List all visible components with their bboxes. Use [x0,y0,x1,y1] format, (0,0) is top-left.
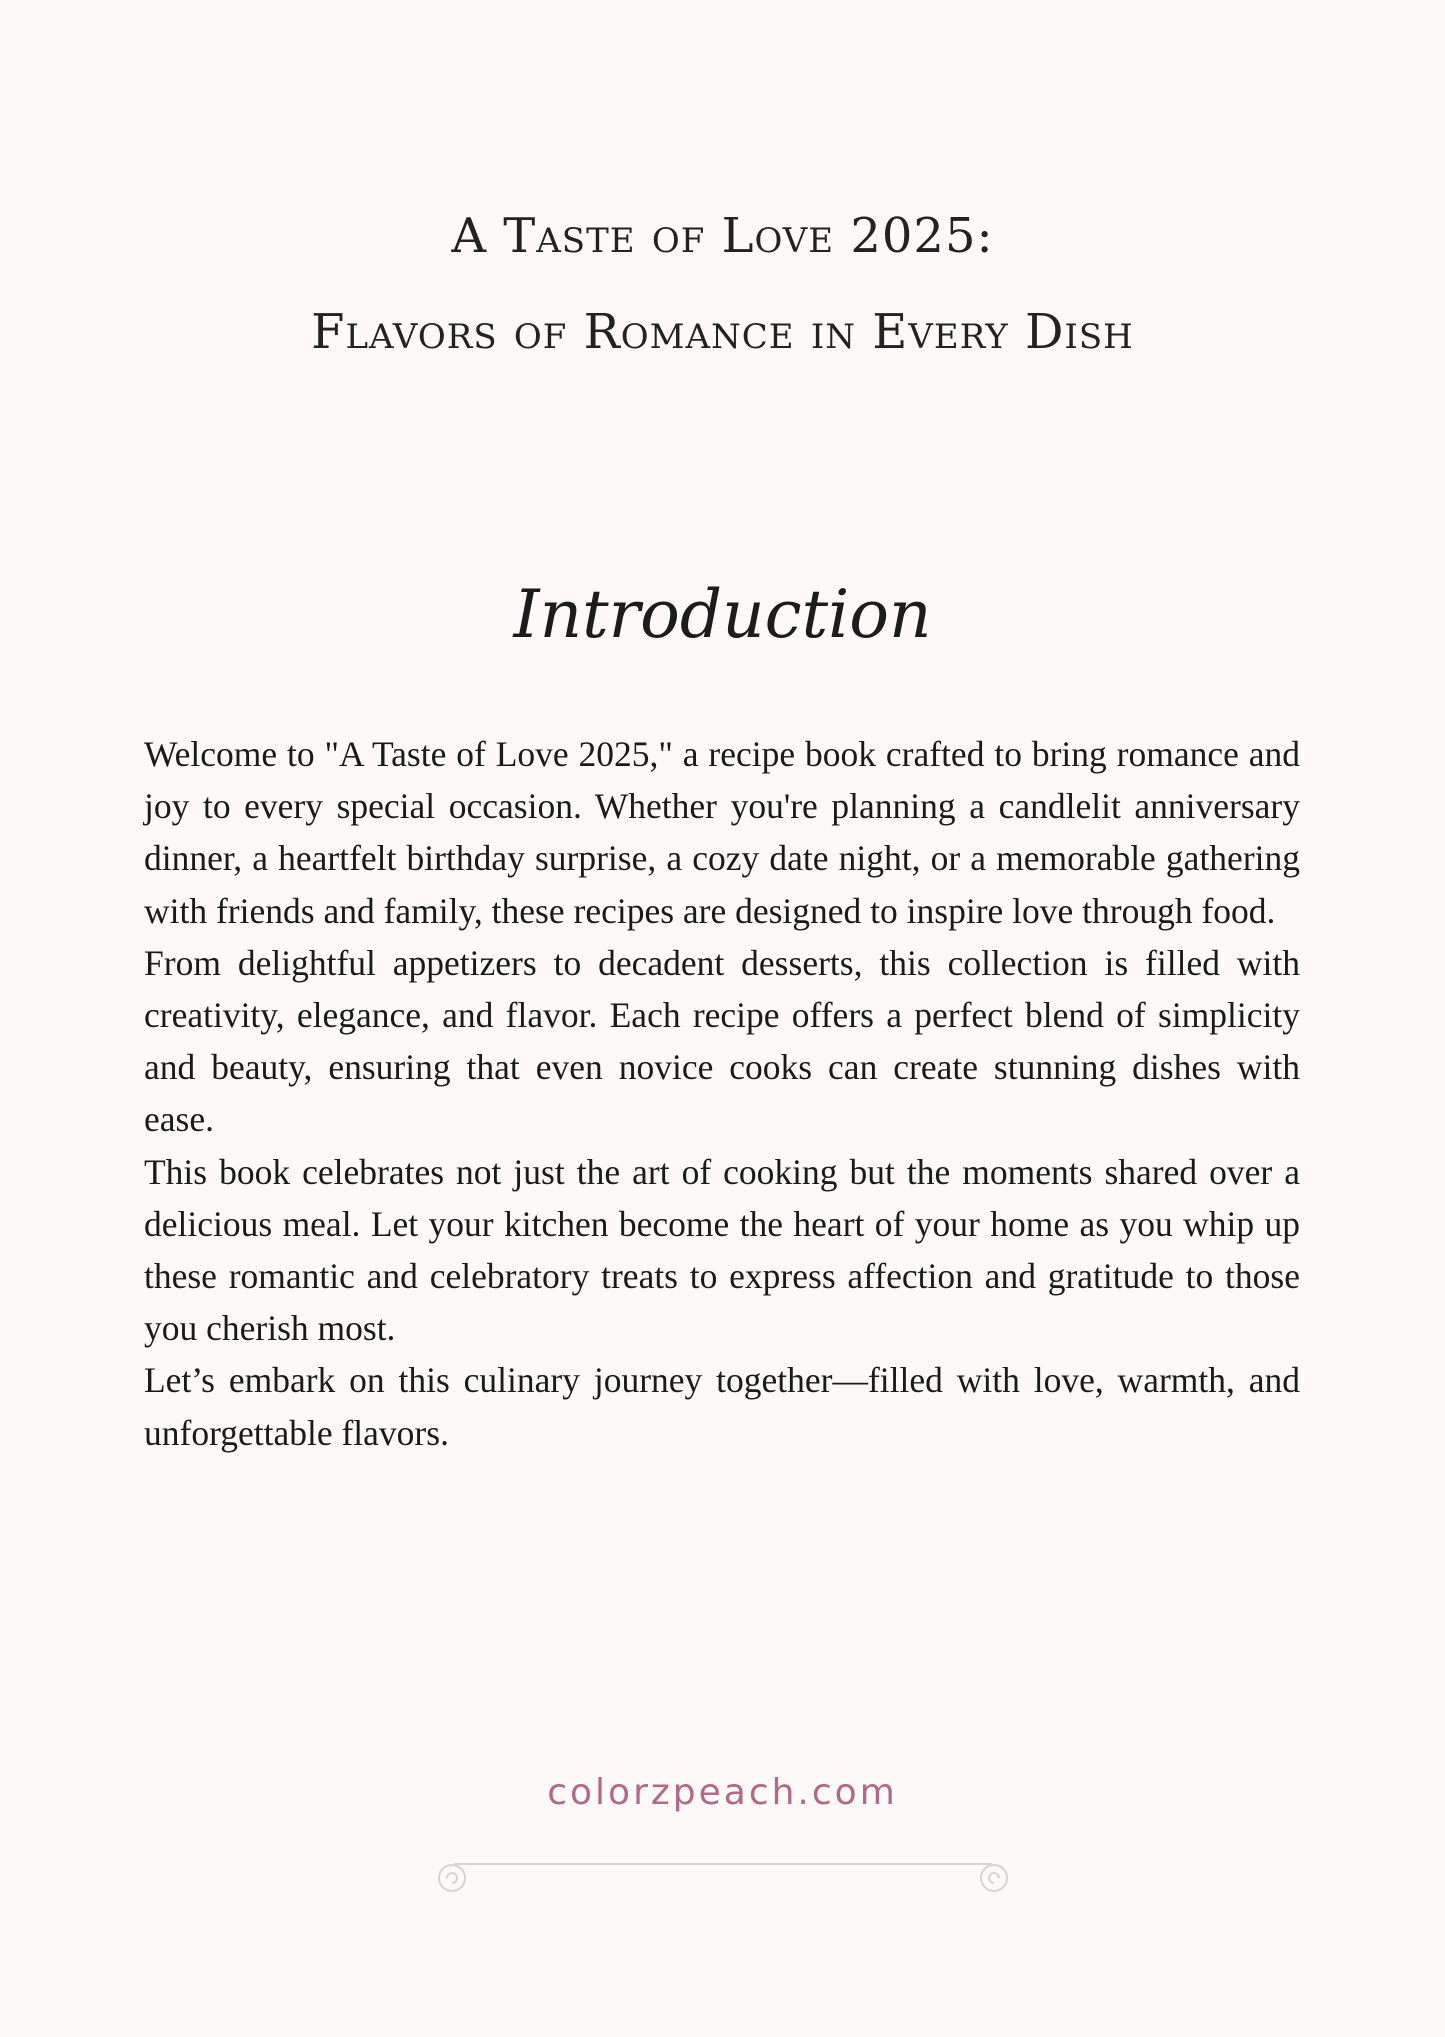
introduction-heading: Introduction [513,576,932,653]
introduction-paragraph-4: Let’s embark on this culinary journey together—filled with love, warmth, and unforgettable flavors. [144,1360,1300,1453]
book-title-line-1: A Taste of Love 2025: [451,208,994,264]
introduction-paragraph-2: From delightful appetizers to decadent desserts, this collection is filled with creativity, elegance, and flavor. Each recipe offers a perfect blend of simplicity and beauty, ensuring that even novice cooks can create stunning dishes with ease. [144,942,1300,1140]
introduction-paragraph-1: Welcome to "A Taste of Love 2025," a recipe book crafted to bring romance and joy to every special occasion. Whether you're planning a candlelit anniversary dinner, a heartfelt birthday surprise, a cozy date night, or a memorable gathering with friends and family, these recipes are designed to inspire love through food. [144,734,1300,931]
book-title [0,188,1445,380]
scroll-ornament-icon [436,1858,1010,1898]
introduction-body [144,728,1300,1459]
website-url: colorzpeach.com [547,1772,898,1813]
book-title-line-2: Flavors of Romance in Every Dish [311,304,1134,360]
introduction-paragraph-3: This book celebrates not just the art of cooking but the moments shared over a delicious meal. Let your kitchen become the heart of your home as you whip up these romantic and celebratory treats to express affection and gratitude to those you cherish most. [144,1151,1300,1349]
